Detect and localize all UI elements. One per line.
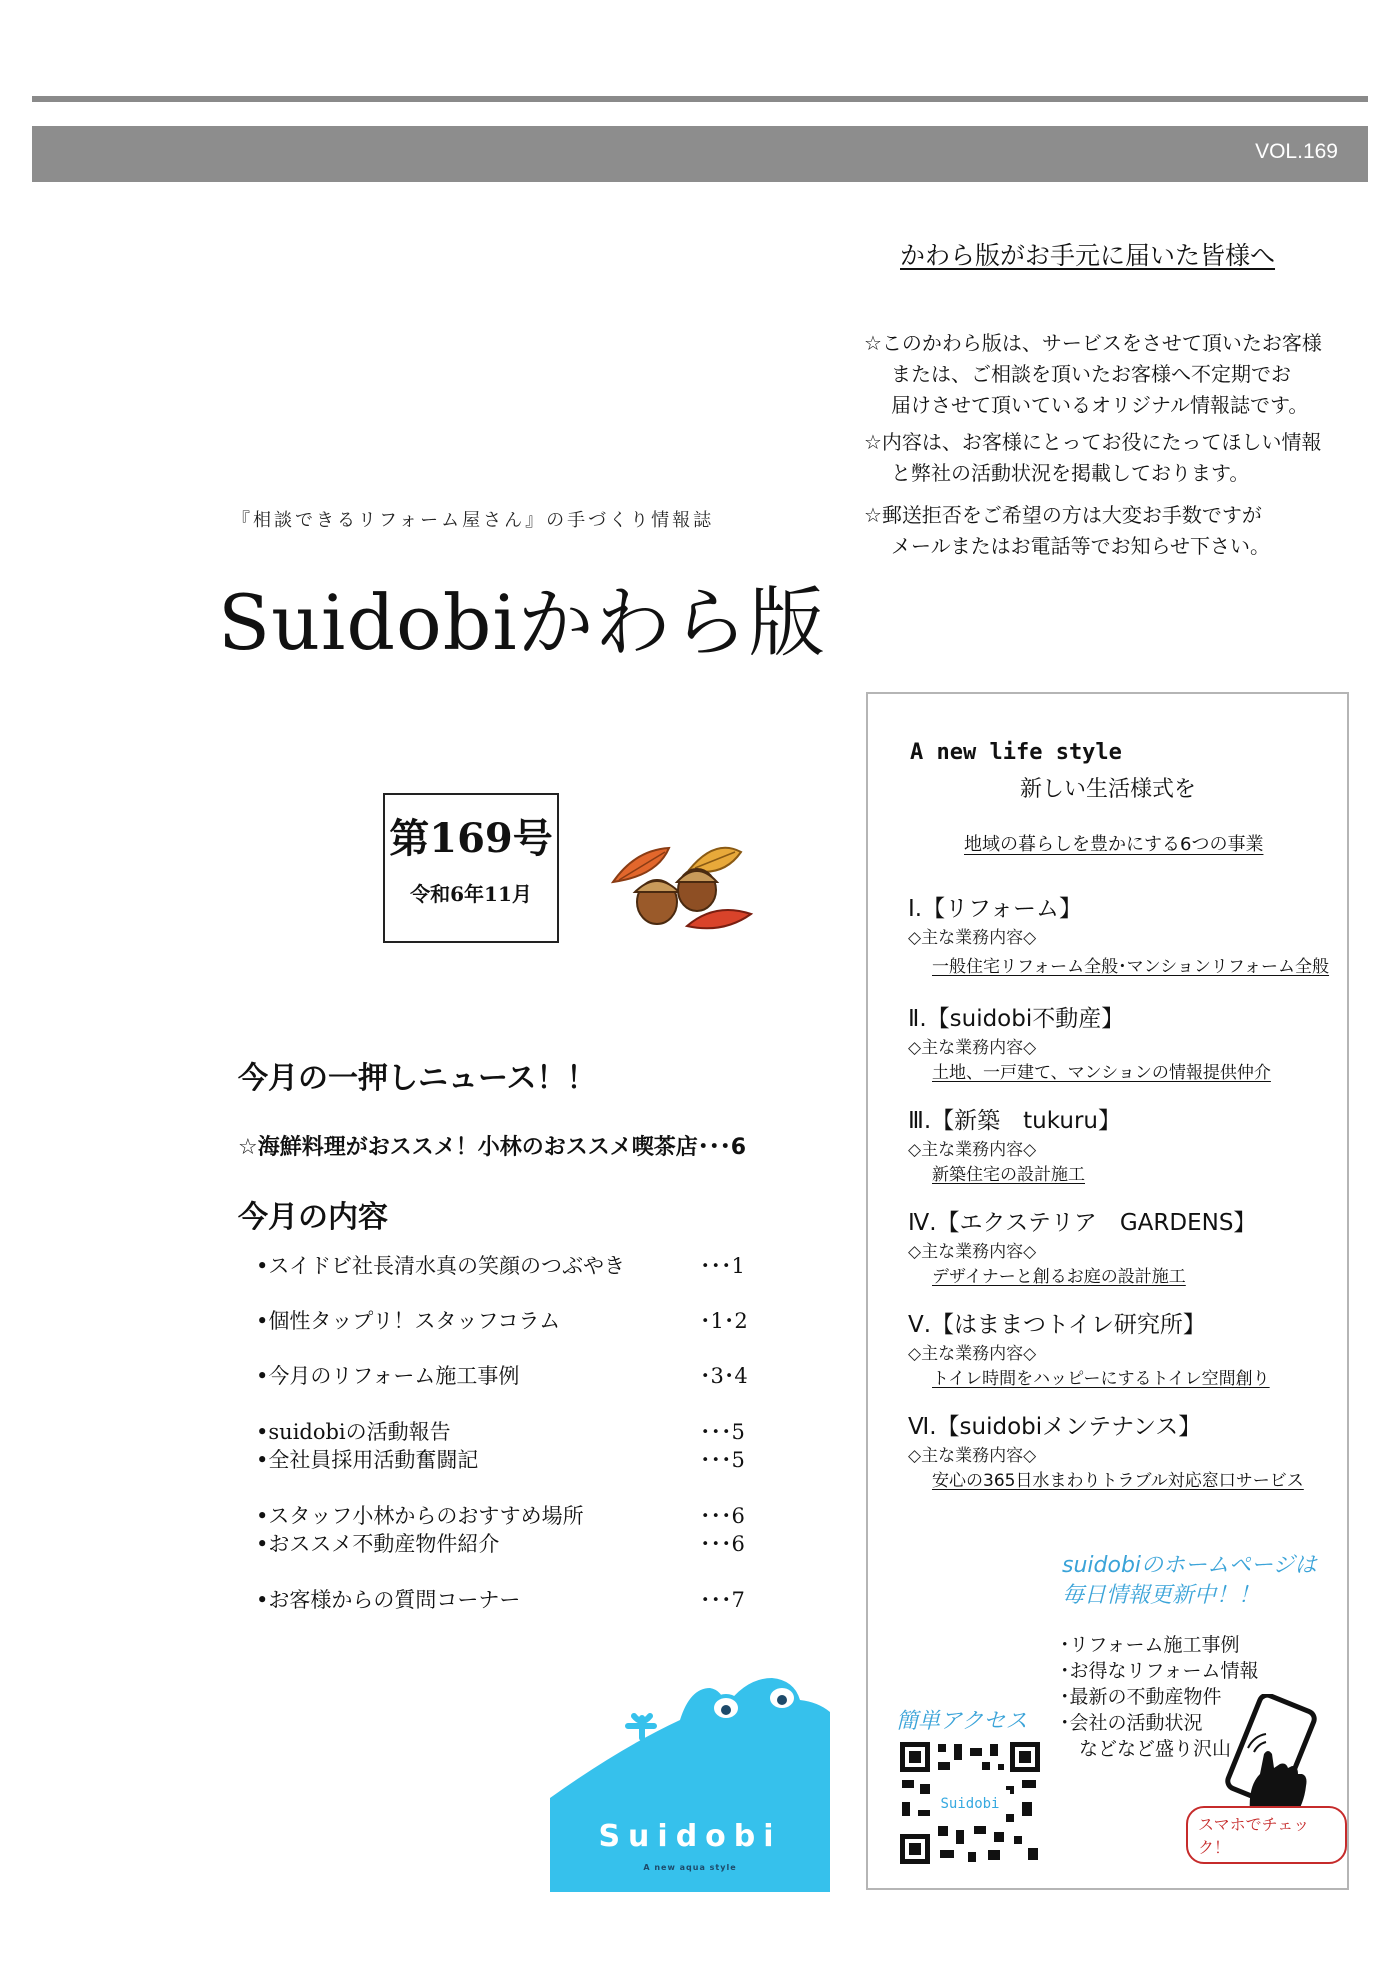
business-sub: ◇主な業務内容◇ — [908, 1344, 1037, 1364]
greeting-title: かわら版がお手元に届いた皆様へ — [900, 241, 1276, 270]
note-line: 届けさせて頂いているオリジナル情報誌です。 — [891, 393, 1309, 417]
volume-label: VOL.169 — [1255, 140, 1338, 163]
business-sub: ◇主な業務内容◇ — [908, 1140, 1037, 1160]
toc-item: •個性タップリ！スタッフコラム — [256, 1309, 561, 1333]
panel-subtitle: 地域の暮らしを豊かにする6つの事業 — [964, 834, 1264, 855]
news-heading: 今月の一押しニュース！！ — [238, 1061, 597, 1096]
acorn-leaves-illustration — [605, 830, 755, 930]
business-2 — [908, 1000, 1271, 1083]
business-title: Ⅰ.【リフォーム】 — [908, 896, 1082, 922]
news-item: ☆海鮮料理がおススメ！小林のおススメ喫茶店･･･6 — [238, 1135, 747, 1160]
note-line: ☆このかわら版は、サービスをさせて頂いたお客様 — [864, 331, 1322, 355]
toc-page: ･･･1 — [700, 1254, 745, 1278]
homepage-line-2: 毎日情報更新中！！ — [1062, 1583, 1261, 1608]
business-desc: 土地、一戸建て、マンションの情報提供仲介 — [932, 1063, 1271, 1083]
business-title: Ⅱ.【suidobi不動産】 — [908, 1006, 1125, 1032]
qr-label: Suidobi — [940, 1796, 1000, 1812]
smartphone-icon — [1198, 1694, 1338, 1824]
business-5 — [908, 1306, 1270, 1389]
logo-name: Suidobi — [598, 1819, 782, 1854]
panel-tagline-en: A new life style — [910, 740, 1122, 765]
suidobi-logo — [550, 1668, 830, 1892]
business-4 — [908, 1204, 1256, 1287]
note-line: と弊社の活動状況を掲載しております。 — [891, 461, 1250, 485]
business-title: Ⅵ.【suidobiメンテナンス】 — [908, 1414, 1202, 1440]
business-sub: ◇主な業務内容◇ — [908, 1242, 1037, 1262]
business-desc: 一般住宅リフォーム全般･マンションリフォーム全般 — [932, 957, 1330, 977]
note-line: ☆内容は、お客様にとってお役にたってほしい情報 — [864, 430, 1322, 454]
business-desc: デザイナーと創るお庭の設計施工 — [932, 1267, 1186, 1287]
business-3 — [908, 1102, 1121, 1185]
greeting-note-2 — [864, 427, 1322, 489]
smartphone-check-callout: スマホでチェック！ — [1186, 1806, 1347, 1864]
feature-item: ･お得なリフォーム情報 — [1060, 1660, 1259, 1682]
business-title: Ⅳ.【エクステリア GARDENS】 — [908, 1210, 1257, 1236]
toc-item: •スイドビ社長清水真の笑顔のつぶやき — [256, 1254, 625, 1278]
feature-item: などなど盛り沢山 — [1060, 1738, 1232, 1760]
toc-item: •今月のリフォーム施工事例 — [256, 1364, 520, 1388]
masthead-tagline: 『相談できるリフォーム屋さん』の手づくり情報誌 — [232, 510, 715, 531]
business-sub: ◇主な業務内容◇ — [908, 1038, 1037, 1058]
qr-code[interactable] — [898, 1740, 1042, 1866]
panel-tagline-jp: 新しい生活様式を — [1020, 777, 1197, 802]
masthead-title: Suidobiかわら版 — [218, 578, 826, 667]
logo-tagline: A new aqua style — [643, 1863, 737, 1872]
toc-page: ･･･7 — [700, 1588, 745, 1612]
business-sub: ◇主な業務内容◇ — [908, 1446, 1037, 1466]
business-panel — [866, 692, 1349, 1890]
greeting-note-1 — [864, 328, 1322, 421]
toc-page: ･･･6 — [700, 1504, 745, 1528]
toc-page: ･･･6 — [700, 1532, 745, 1556]
business-desc: 新築住宅の設計施工 — [932, 1165, 1085, 1185]
toc-item: •お客様からの質問コーナー — [256, 1588, 521, 1612]
contents-heading: 今月の内容 — [238, 1200, 388, 1235]
access-label: 簡単アクセス — [896, 1709, 1028, 1734]
business-title: Ⅲ.【新築 tukuru】 — [908, 1108, 1121, 1134]
issue-box — [383, 793, 559, 943]
homepage-line-1: suidobiのホームページは — [1062, 1553, 1317, 1578]
business-1 — [908, 890, 1329, 977]
toc-page: ･･･5 — [700, 1420, 745, 1444]
toc-item: •suidobiの活動報告 — [256, 1420, 451, 1444]
top-rule — [32, 96, 1368, 102]
business-title: Ⅴ.【はままつトイレ研究所】 — [908, 1312, 1206, 1338]
feature-item: ･リフォーム施工事例 — [1060, 1634, 1240, 1656]
toc-page: ･3･4 — [700, 1364, 748, 1388]
feature-item: ･会社の活動状況 — [1060, 1712, 1203, 1734]
business-desc: 安心の365日水まわりトラブル対応窓口サービス — [932, 1471, 1304, 1491]
header-band — [32, 126, 1368, 182]
toc-item: •全社員採用活動奮闘記 — [256, 1448, 479, 1472]
toc-item: •おススメ不動産物件紹介 — [256, 1532, 500, 1556]
greeting-note-3 — [864, 500, 1270, 562]
toc-page: ･･･5 — [700, 1448, 745, 1472]
business-desc: トイレ時間をハッピーにするトイレ空間創り — [932, 1369, 1270, 1389]
note-line: または、ご相談を頂いたお客様へ不定期でお — [891, 362, 1291, 386]
business-sub: ◇主な業務内容◇ — [908, 928, 1037, 948]
toc-page: ･1･2 — [700, 1309, 748, 1333]
business-6 — [908, 1408, 1304, 1491]
issue-number: 第169号 — [389, 815, 553, 862]
feature-item: ･最新の不動産物件 — [1060, 1686, 1222, 1708]
toc-item: •スタッフ小林からのおすすめ場所 — [256, 1504, 584, 1528]
issue-date: 令和6年11月 — [410, 882, 532, 906]
note-line: ☆郵送拒否をご希望の方は大変お手数ですが — [864, 503, 1262, 527]
note-line: メールまたはお電話等でお知らせ下さい。 — [891, 534, 1270, 558]
